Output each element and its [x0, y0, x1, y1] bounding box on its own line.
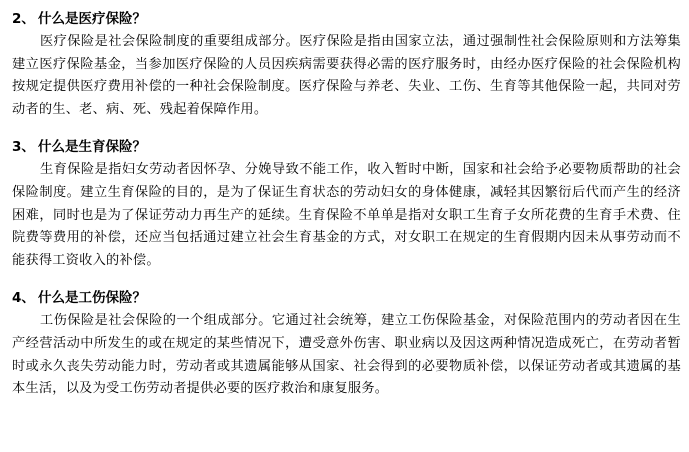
section-heading	[12, 289, 681, 307]
section-paragraph: 医疗保险是社会保险制度的重要组成部分。医疗保险是指由国家立法，通过强制性社会保险原则和方法筹集建立医疗保险基金，当参加医疗保险的人员因疾病需要获得必需的医疗服务时，由经办医疗保险的社会保险机构按规定提供医疗费用补偿的一种社会保险制度。医疗保险与养老、失业、工伤、生育等其他保险一起，共同对劳动者的生、老、病、死、残起着保障作用。	[12, 34, 681, 117]
section-title: 什么是工伤保险？	[38, 290, 146, 307]
section-number: 4、	[12, 290, 35, 307]
section-work-injury-insurance	[12, 289, 681, 400]
section-maternity-insurance	[12, 138, 681, 272]
section-number: 3、	[12, 139, 35, 156]
section-title: 什么是生育保险？	[38, 139, 146, 156]
section-heading	[12, 10, 681, 28]
section-paragraph: 工伤保险是社会保险的一个组成部分。它通过社会统筹，建立工伤保险基金，对保险范围内的劳动者因在生产经营活动中所发生的或在规定的某些情况下，遭受意外伤害、职业病以及因这两种情况造成死亡，在劳动者暂时或永久丧失劳动能力时，劳动者或其遗属能够从国家、社会得到的必要物质补偿，以保证劳动者或其遗属的基本生活，以及为受工伤劳动者提供必要的医疗救治和康复服务。	[12, 313, 681, 397]
section-paragraph: 生育保险是指妇女劳动者因怀孕、分娩导致不能工作，收入暂时中断，国家和社会给予必要物质帮助的社会保险制度。建立生育保险的目的，是为了保证生育状态的劳动妇女的身体健康，减轻其因繁衍后代而产生的经济困难，同时也是为了保证劳动力再生产的延续。生育保险不单单是指对女职工生育子女所花费的生育手术费、住院费等费用的补偿，还应当包括通过建立社会生育基金的方式，对女职工在规定的生育假期内因未从事劳动而不能获得工资收入的补偿。	[12, 162, 681, 268]
section-number: 2、	[12, 11, 35, 27]
section-heading	[12, 138, 681, 156]
section-medical-insurance	[12, 10, 681, 121]
section-title: 什么是医疗保险？	[38, 11, 146, 27]
